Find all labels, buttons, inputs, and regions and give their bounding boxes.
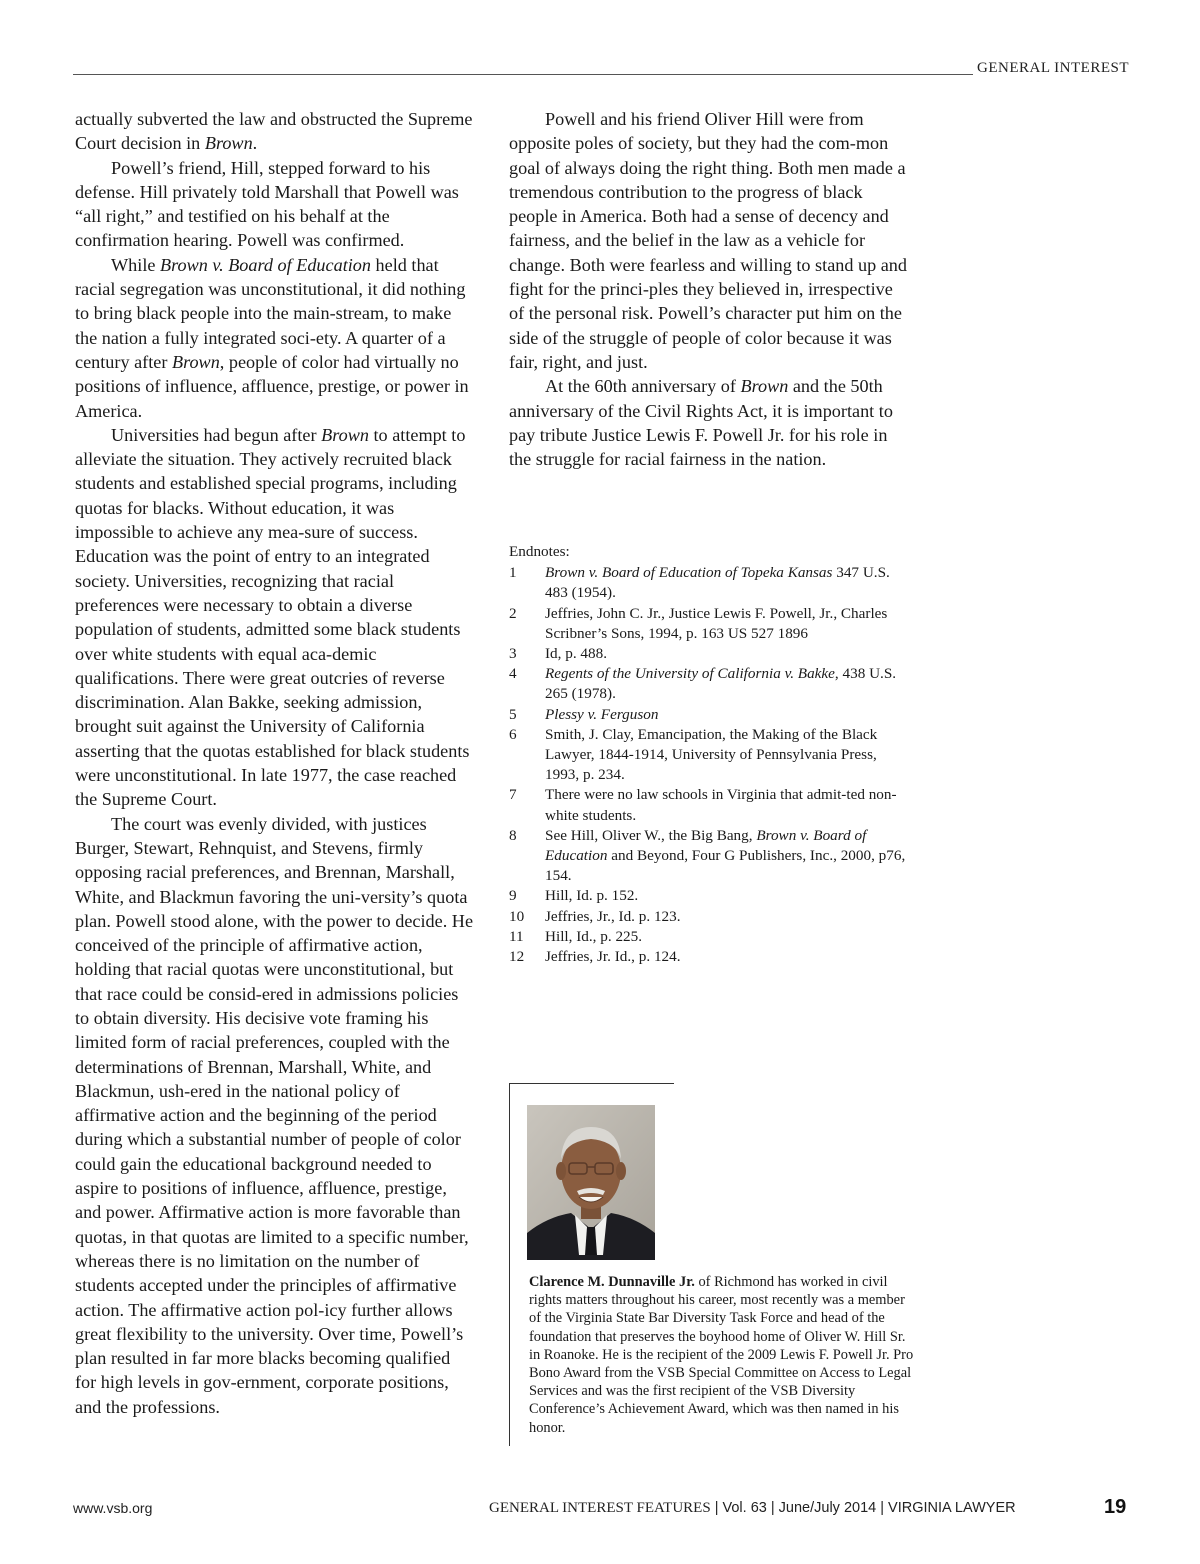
author-bio-box <box>509 1083 919 1446</box>
endnote-item: 9 Hill, Id. p. 152. <box>509 887 639 905</box>
footer-publication: GENERAL INTEREST FEATURES | Vol. 63 | June/July 2014 | VIRGINIA LAWYER <box>489 1500 1016 1516</box>
endnotes <box>509 542 909 967</box>
paragraph: Powell and his friend Oliver Hill were from opposite poles of society, but they had the com-mon goal of always doing the right thing. Both men made a tremendous contribution to the progress of black people in America. Both had a sense of decency and fairness, and the belief in the law as a vehicle for change. Both were fearless and willing to stand up and fight for the princi-ples they believed in, irrespective of the personal risk. Powell’s character put him on the side of the struggle of people of color because it was fair, right, and just. <box>509 109 907 372</box>
endnote-item: 12 Jeffries, Jr. Id., p. 124. <box>509 948 681 966</box>
endnote-item: 1 Brown v. Board of Education of Topeka Kansas 347 U.S. 483 (1954). <box>509 564 890 602</box>
endnote-item: 7 There were no law schools in Virginia that admit-ted non-white students. <box>509 786 897 824</box>
endnote-item: 3 Id, p. 488. <box>509 645 608 663</box>
paragraph: actually subverted the law and obstructed the Supreme Court decision in Brown. <box>75 109 473 154</box>
paragraph: At the 60th anniversary of Brown and the 50th anniversary of the Civil Rights Act, it is important to pay tribute Justice Lewis F. Powell Jr. for his role in the struggle for racial fairness in the nation. <box>509 376 893 470</box>
bio-rule-top <box>509 1083 674 1084</box>
endnote-item: 2 Jeffries, John C. Jr., Justice Lewis F. Powell, Jr., Charles Scribner’s Sons, 1994, p. 163 US 527 1896 <box>509 604 888 642</box>
paragraph: Powell’s friend, Hill, stepped forward to his defense. Hill privately told Marshall that Powell was “all right,” and testified on his behalf at the confirmation hearing. Powell was confirmed. <box>75 157 459 251</box>
paragraph: The court was evenly divided, with justices Burger, Stewart, Rehnquist, and Stevens, firmly opposing racial preferences, and Brennan, Marshall, White, and Blackmun favoring the uni-versity’s quota plan. Powell stood alone, with the power to decide. He conceived of the principle of affirmative action, holding that racial quotas were unconstitutional, but that race could be consid-ered in admissions policies to obtain diversity. His decisive vote framing his limited form of racial preferences, coupled with the determinations of Brennan, Marshall, White, and Blackmun, ush-ered in the national policy of affirmative action and the beginning of the period during which a substantial number of people of color could gain the educational background needed to aspire to positions of influence, affluence, prestige, and power. Affirmative action is more favorable than quotas, in that quotas are limited to a specific number, whereas there is no limitation on the number of students accepted under the principles of affirmative action. The affirmative action pol-icy further allows great flexibility to the university. Over time, Powell’s plan resulted in far more blacks becoming qualified for high levels in gov-ernment, corporate positions, and the professions. <box>75 813 474 1417</box>
author-bio: Clarence M. Dunnaville Jr. of Richmond has worked in civil rights matters throughout his career, most recently was a member of the Virginia State Bar Diversity Task Force and head of the foundation that preserves the boyhood home of Oliver W. Hill Sr. in Roanoke. He is the recipient of the 2009 Lewis F. Powell Jr. Pro Bono Award from the VSB Special Committee on Access to Legal Services and was the first recipient of the VSB Diversity Conference’s Achievement Award, which was then named in his honor. <box>529 1274 914 1436</box>
endnote-item: 8 See Hill, Oliver W., the Big Bang, Brown v. Board of Education and Beyond, Four G Publishers, Inc., 2000, p76, 154. <box>509 826 906 885</box>
paragraph: While Brown v. Board of Education held that racial segregation was unconstitutional, it did nothing to bring black people into the main-stream, to make the nation a fully integrated soci-ety. A quarter of a century after Brown, people of color had virtually no positions of influence, affluence, prestige, or power in America. <box>75 254 469 421</box>
right-column <box>509 107 909 471</box>
endnote-item: 4 Regents of the University of California v. Bakke, 438 U.S. 265 (1978). <box>509 665 897 703</box>
left-column <box>75 107 475 1419</box>
header-rule <box>73 74 973 75</box>
section-label: GENERAL INTEREST <box>977 60 1130 76</box>
author-photo <box>527 1105 655 1260</box>
bio-rule-side <box>509 1083 510 1446</box>
endnote-item: 10 Jeffries, Jr., Id. p. 123. <box>509 907 681 925</box>
page-number: 19 <box>1104 1496 1127 1518</box>
endnotes-title: Endnotes: <box>509 543 570 560</box>
author-name: Clarence M. Dunnaville Jr. <box>529 1274 695 1290</box>
endnote-item: 11 Hill, Id., p. 225. <box>509 927 643 945</box>
paragraph: Universities had begun after Brown to attempt to alleviate the situation. They actively recruited black students and established special programs, including quotas for blacks. Without education, it was impossible to achieve any mea-sure of success. Education was the point of entry to an integrated society. Universities, recognizing that racial preferences were necessary to obtain a diverse population of students, admitted some black students over white students with equal aca-demic qualifications. There were great outcries of reverse discrimination. Alan Bakke, seeking admission, brought suit against the University of California asserting that the quotas established for black students were unconstitutional. In late 1977, the case reached the Supreme Court. <box>75 424 470 810</box>
endnote-item: 5 Plessy v. Ferguson <box>509 705 659 723</box>
footer-url[interactable]: www.vsb.org <box>73 1500 153 1516</box>
endnote-item: 6 Smith, J. Clay, Emancipation, the Making of the Black Lawyer, 1844-1914, University of Pennsylvania Press, 1993, p. 234. <box>509 725 878 784</box>
